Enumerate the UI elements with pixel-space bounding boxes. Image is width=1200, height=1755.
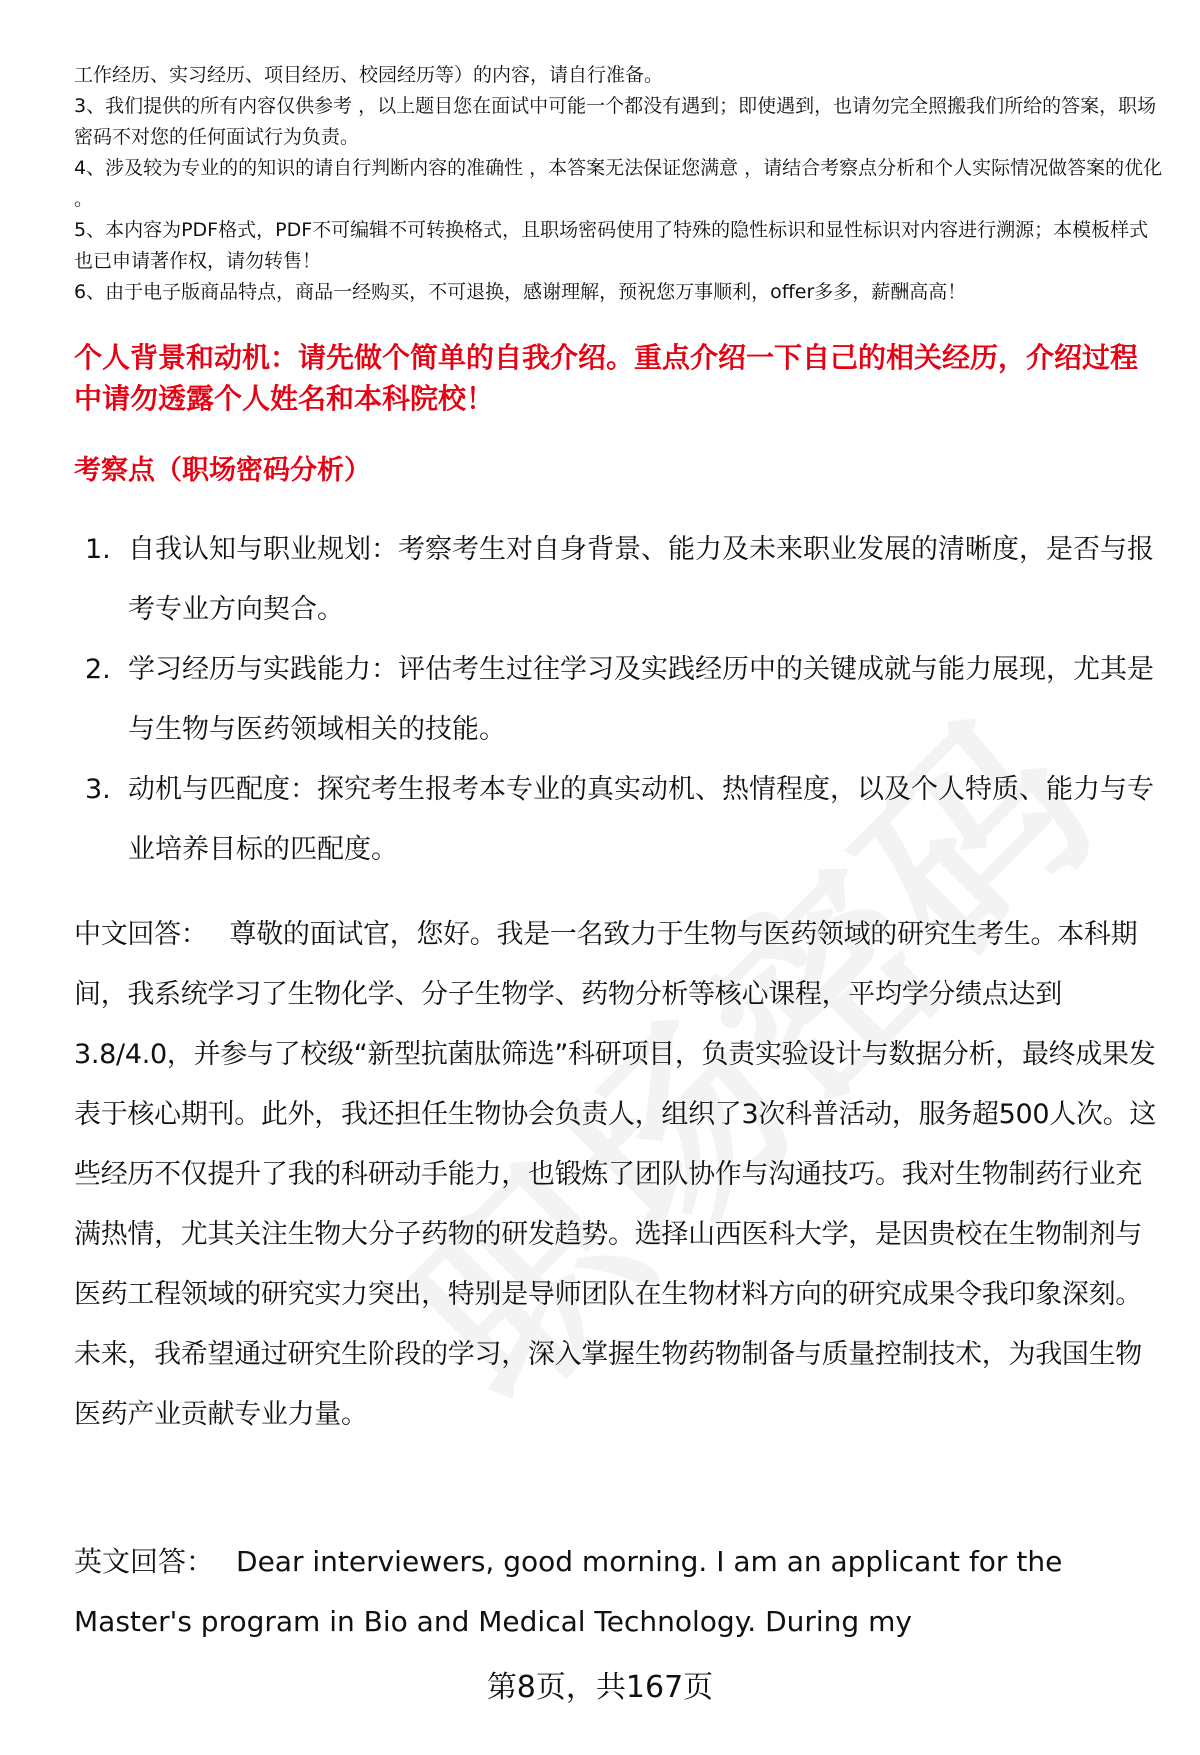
key-points-list <box>74 520 1154 880</box>
key-point-item <box>74 640 1154 760</box>
chinese-answer-label: 中文回答： <box>74 919 208 950</box>
english-answer-label: 英文回答： <box>74 1545 215 1578</box>
chinese-answer <box>74 905 1160 1445</box>
key-point-number: 3. <box>85 774 111 805</box>
chinese-answer-text: 尊敬的面试官，您好。我是一名致力于生物与医药领域的研究生考生。本科期间，我系统学习了生物化学、分子生物学、药物分析等核心课程，平均学分绩点达到3.8/4.0，并参与了校级“新型抗菌肽筛选”科研项目，负责实验设计与数据分析，最终成果发表于核心期刊。此外，我还担任生物协会负责人，组织了3次科普活动，服务超500人次。这些经历不仅提升了我的科研动手能力，也锻炼了团队协作与沟通技巧。我对生物制药行业充满热情，尤其关注生物大分子药物的研发趋势。选择山西医科大学，是因贵校在生物制剂与医药工程领域的研究实力突出，特别是导师团队在生物材料方向的研究成果令我印象深刻。未来，我希望通过研究生阶段的学习，深入掌握生物药物制备与质量控制技术，为我国生物医药产业贡献专业力量。 <box>74 919 1157 1430</box>
question-title: 个人背景和动机：请先做个简单的自我介绍。重点介绍一下自己的相关经历，介绍过程中请勿透露个人姓名和本科院校！ <box>74 341 1139 415</box>
english-answer-text: Dear interviewers, good morning. I am an applicant for the Master's program in Bio and Medical Technology. During my <box>74 1545 1063 1638</box>
note-line: 3、我们提供的所有内容仅供参考 ，以上题目您在面试中可能一个都没有遇到；即使遇到，也请勿完全照搬我们所给的答案，职场密码不对您的任何面试行为负责。 <box>74 95 1157 148</box>
note-line: 4、涉及较为专业的的知识的请自行判断内容的准确性 ，本答案无法保证您满意 ，请结合考察点分析和个人实际情况做答案的优化 。 <box>74 157 1163 210</box>
note-line: 6、由于电子版商品特点，商品一经购买，不可退换，感谢理解，预祝您万事顺利，offer多多，薪酬高高！ <box>74 281 967 303</box>
page-number-footer: 第8页，共167页 <box>486 1670 714 1705</box>
key-point-text: 自我认知与职业规划：考察考生对自身背景、能力及未来职业发展的清晰度，是否与报考专业方向契合。 <box>128 534 1154 625</box>
english-answer <box>74 1532 1114 1652</box>
key-point-text: 学习经历与实践能力：评估考生过往学习及实践经历中的关键成就与能力展现，尤其是与生物与医药领域相关的技能。 <box>128 654 1154 745</box>
note-line: 5、本内容为PDF格式，PDF不可编辑不可转换格式，且职场密码使用了特殊的隐性标识和显性标识对内容进行溯源；本模板样式也已申请著作权，请勿转售！ <box>74 219 1149 272</box>
note-line: 工作经历、实习经历、项目经历、校园经历等）的内容，请自行准备。 <box>74 64 664 86</box>
key-point-number: 1. <box>85 534 111 565</box>
key-points-title: 考察点（职场密码分析） <box>74 455 371 486</box>
key-point-item <box>74 760 1154 880</box>
key-point-text: 动机与匹配度：探究考生报考本专业的真实动机、热情程度，以及个人特质、能力与专业培养目标的匹配度。 <box>128 774 1154 865</box>
notes-section <box>74 60 1164 308</box>
key-point-number: 2. <box>85 654 111 685</box>
key-point-item <box>74 520 1154 640</box>
